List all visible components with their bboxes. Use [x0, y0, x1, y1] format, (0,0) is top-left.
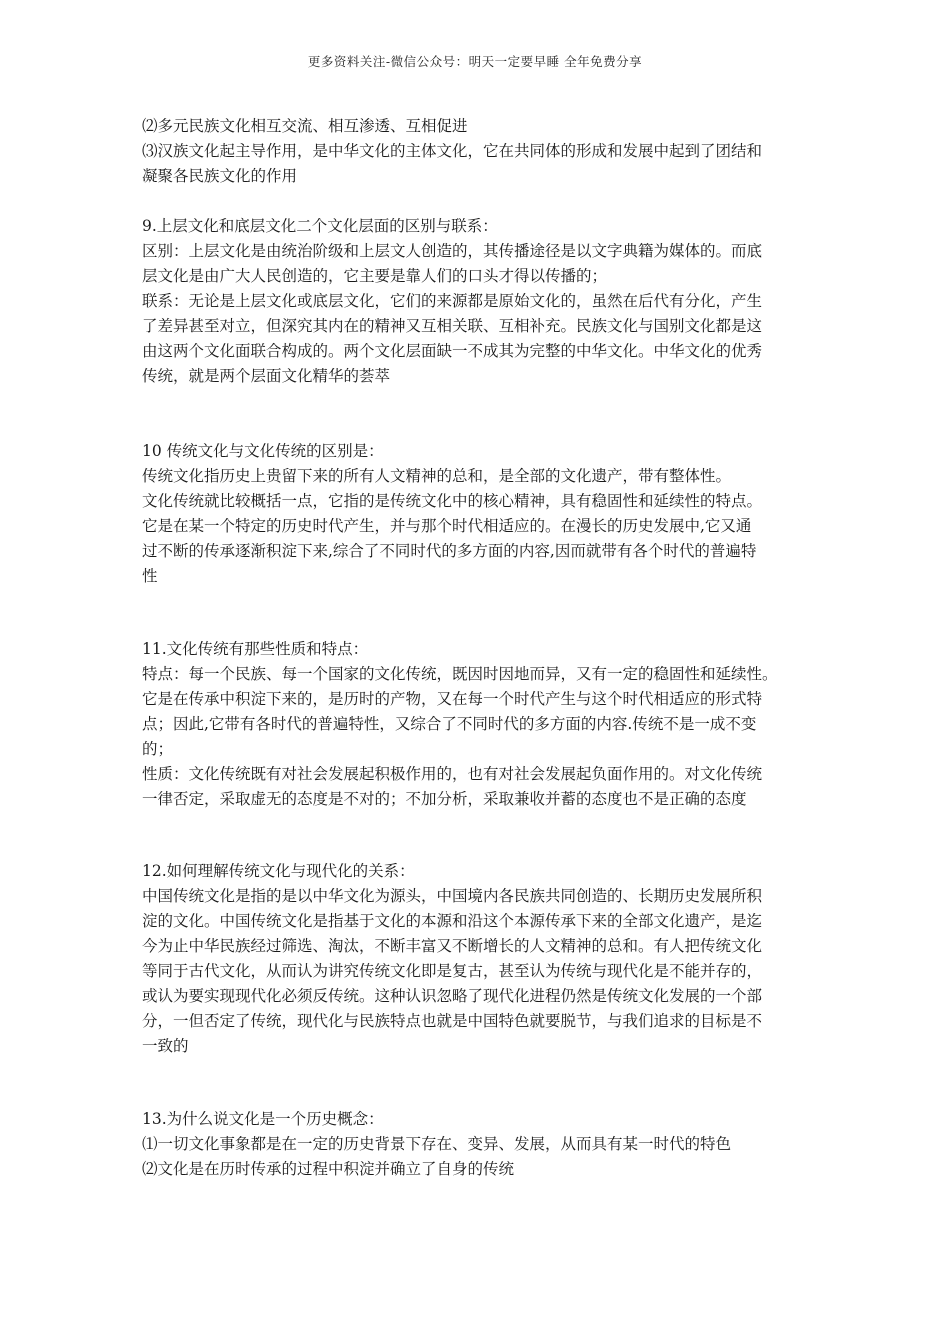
body-line: 过不断的传承逐渐积淀下来,综合了不同时代的多方面的内容,因而就带有各个时代的普遍特	[142, 542, 757, 560]
section-q10	[142, 439, 762, 589]
body-line: 性质：文化传统既有对社会发展起积极作用的，也有对社会发展起负面作用的。对文化传统	[142, 765, 763, 783]
body-line: 它是在某一个特定的历史时代产生，并与那个时代相适应的。在漫长的历史发展中,它又通	[142, 517, 752, 535]
body-line: 淀的文化。中国传统文化是指基于文化的本源和沿这个本源传承下来的全部文化遗产，是迄	[142, 912, 763, 930]
section-q9	[142, 214, 762, 389]
body-line: 传统，就是两个层面文化精华的荟萃	[142, 367, 391, 385]
body-line: 点；因此,它带有各时代的普遍特性，又综合了不同时代的多方面的内容.传统不是一成不变	[142, 715, 757, 733]
body-line: 特点：每一个民族、每一个国家的文化传统，既因时因地而异，又有一定的稳固性和延续性。	[142, 665, 778, 683]
body-line: 联系：无论是上层文化或底层文化，它们的来源都是原始文化的，虽然在后代有分化，产生	[142, 292, 763, 310]
body-line: ⑴一切文化事象都是在一定的历史背景下存在、变异、发展，从而具有某一时代的特色	[142, 1135, 732, 1153]
section-continuation	[142, 114, 762, 189]
body-line: 性	[142, 567, 158, 585]
body-line: 或认为要实现现代化必须反传统。这种认识忽略了现代化进程仍然是传统文化发展的一个部	[142, 987, 763, 1005]
body-line: 的；	[142, 740, 174, 758]
body-line: 了差异甚至对立，但深究其内在的精神又互相关联、互相补充。民族文化与国别文化都是这	[142, 317, 763, 335]
page-header: 更多资料关注-微信公众号：明天一定要早睡 全年免费分享	[307, 54, 643, 69]
section-q12	[142, 859, 762, 1059]
body-line: 层文化是由广大人民创造的，它主要是靠人们的口头才得以传播的；	[142, 267, 608, 285]
body-line: 一律否定，采取虚无的态度是不对的；不加分析，采取兼收并蓄的态度也不是正确的态度	[142, 790, 747, 808]
body-line: 分，一但否定了传统，现代化与民族特点也就是中国特色就要脱节，与我们追求的目标是不	[142, 1012, 763, 1030]
body-line: 传统文化指历史上贵留下来的所有人文精神的总和，是全部的文化遗产，带有整体性。	[142, 467, 732, 485]
body-line: 区别：上层文化是由统治阶级和上层文人创造的，其传播途径是以文字典籍为媒体的。而底	[142, 242, 763, 260]
section-heading: 12.如何理解传统文化与现代化的关系：	[142, 862, 415, 880]
body-line: 它是在传承中积淀下来的，是历时的产物，又在每一个时代产生与这个时代相适应的形式特	[142, 690, 763, 708]
section-heading: 9.上层文化和底层文化二个文化层面的区别与联系：	[142, 217, 498, 235]
body-line: 文化传统就比较概括一点，它指的是传统文化中的核心精神，具有稳固性和延续性的特点。	[142, 492, 763, 510]
section-q11	[142, 637, 778, 812]
section-heading: 10 传统文化与文化传统的区别是：	[142, 442, 384, 460]
body-line: 今为止中华民族经过筛选、淘汰，不断丰富又不断增长的人文精神的总和。有人把传统文化	[142, 937, 763, 955]
section-heading: 11.文化传统有那些性质和特点：	[142, 640, 369, 658]
body-line: ⑵多元民族文化相互交流、相互渗透、互相促进	[142, 117, 468, 135]
body-line: 凝聚各民族文化的作用	[142, 167, 298, 185]
body-line: 由这两个文化面联合构成的。两个文化层面缺一不成其为完整的中华文化。中华文化的优秀	[142, 342, 763, 360]
body-line: ⑶汉族文化起主导作用，是中华文化的主体文化，它在共同体的形成和发展中起到了团结和	[142, 142, 763, 160]
body-line: 等同于古代文化，从而认为讲究传统文化即是复古，甚至认为传统与现代化是不能并存的，	[142, 962, 763, 980]
section-q13	[142, 1107, 731, 1182]
section-heading: 13.为什么说文化是一个历史概念：	[142, 1110, 384, 1128]
body-line: 中国传统文化是指的是以中华文化为源头，中国境内各民族共同创造的、长期历史发展所积	[142, 887, 763, 905]
body-line: ⑵文化是在历时传承的过程中积淀并确立了自身的传统	[142, 1160, 515, 1178]
body-line: 一致的	[142, 1037, 189, 1055]
